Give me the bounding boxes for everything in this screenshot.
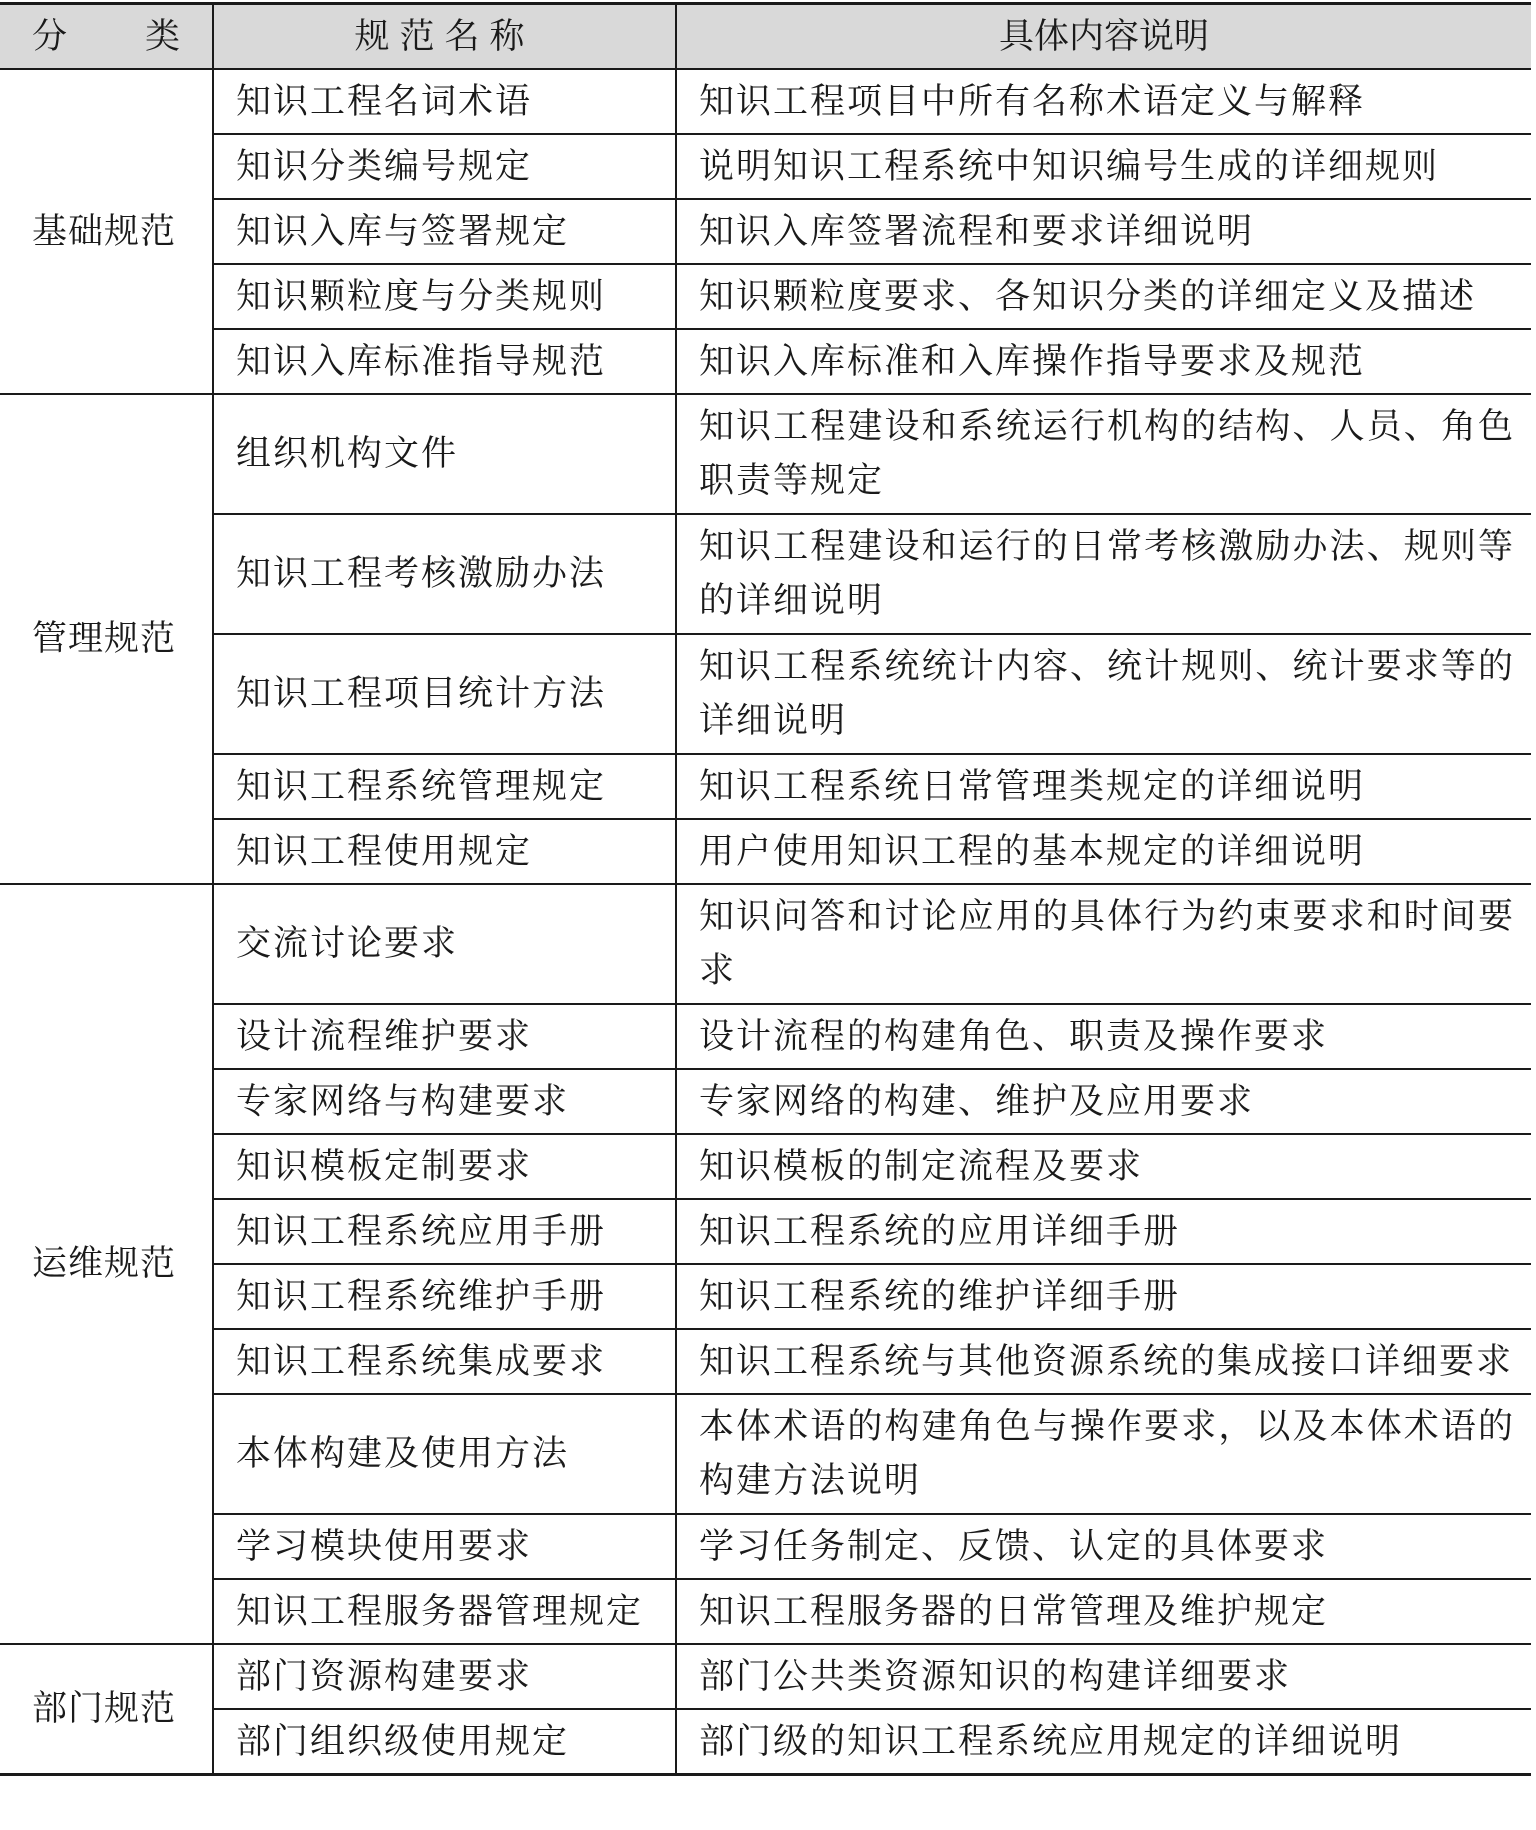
- spec-description-cell: [676, 819, 1531, 884]
- category-cell: 部门规范: [0, 1644, 213, 1775]
- table-row: [0, 1004, 1531, 1069]
- spec-name-cell: 专家网络与构建要求: [213, 1069, 676, 1134]
- spec-name-cell: 知识工程系统维护手册: [213, 1264, 676, 1329]
- spec-description-cell: [676, 1134, 1531, 1199]
- spec-name-cell: 知识分类编号规定: [213, 134, 676, 199]
- table-row: [0, 1199, 1531, 1264]
- spec-description-text: 知识工程项目中所有名称术语定义与解释: [699, 81, 1366, 122]
- spec-description-text: 知识工程系统日常管理类规定的详细说明: [699, 766, 1366, 807]
- spec-description-text: 知识工程系统的应用详细手册: [699, 1211, 1181, 1252]
- spec-name-cell: 知识工程名词术语: [213, 69, 676, 134]
- spec-description-text: 专家网络的构建、维护及应用要求: [699, 1081, 1255, 1122]
- spec-description-text: 知识问答和讨论应用的具体行为约束要求和时间要求: [699, 897, 1515, 991]
- category-cell: 管理规范: [0, 394, 213, 884]
- spec-description-text: 知识工程建设和系统运行机构的结构、人员、角色职责等规定: [699, 407, 1515, 501]
- table-row: [0, 69, 1531, 134]
- spec-name-cell: 设计流程维护要求: [213, 1004, 676, 1069]
- spec-name-cell: 知识工程系统集成要求: [213, 1329, 676, 1394]
- header-description: 具体内容说明: [676, 4, 1531, 70]
- spec-description-cell: [676, 134, 1531, 199]
- table-row: [0, 264, 1531, 329]
- table-row: [0, 884, 1531, 1004]
- spec-name-cell: 学习模块使用要求: [213, 1514, 676, 1579]
- spec-description-cell: [676, 754, 1531, 819]
- table-row: [0, 1644, 1531, 1709]
- spec-description-cell: [676, 1709, 1531, 1775]
- table-body: [0, 69, 1531, 1775]
- spec-description-text: 设计流程的构建角色、职责及操作要求: [699, 1016, 1329, 1057]
- spec-name-cell: 知识工程服务器管理规定: [213, 1579, 676, 1644]
- spec-description-cell: [676, 329, 1531, 394]
- spec-name-cell: 知识颗粒度与分类规则: [213, 264, 676, 329]
- specification-table: [0, 2, 1531, 1776]
- spec-name-cell: 知识工程使用规定: [213, 819, 676, 884]
- spec-name-cell: 知识入库标准指导规范: [213, 329, 676, 394]
- header-row: [0, 4, 1531, 70]
- spec-description-cell: [676, 264, 1531, 329]
- spec-description-cell: [676, 1264, 1531, 1329]
- spec-description-cell: [676, 394, 1531, 514]
- spec-description-text: 知识入库标准和入库操作指导要求及规范: [699, 341, 1366, 382]
- header-category: [0, 4, 213, 70]
- table-row: [0, 1264, 1531, 1329]
- spec-description-text: 部门公共类资源知识的构建详细要求: [699, 1656, 1292, 1697]
- spec-description-cell: [676, 1004, 1531, 1069]
- header-name: 规范名称: [213, 4, 676, 70]
- spec-description-cell: [676, 1199, 1531, 1264]
- spec-name-cell: 组织机构文件: [213, 394, 676, 514]
- spec-description-text: 说明知识工程系统中知识编号生成的详细规则: [699, 146, 1440, 187]
- spec-description-text: 学习任务制定、反馈、认定的具体要求: [699, 1526, 1329, 1567]
- table-row: [0, 1329, 1531, 1394]
- spec-description-text: 知识颗粒度要求、各知识分类的详细定义及描述: [699, 276, 1477, 317]
- table-row: [0, 199, 1531, 264]
- category-cell: 基础规范: [0, 69, 213, 394]
- table-row: [0, 329, 1531, 394]
- spec-description-cell: [676, 634, 1531, 754]
- spec-description-cell: [676, 1329, 1531, 1394]
- table-row: [0, 754, 1531, 819]
- table-row: [0, 134, 1531, 199]
- spec-name-cell: 交流讨论要求: [213, 884, 676, 1004]
- spec-description-text: 知识工程服务器的日常管理及维护规定: [699, 1591, 1329, 1632]
- table-row: [0, 1709, 1531, 1775]
- table-row: [0, 1579, 1531, 1644]
- spec-description-text: 知识工程系统统计内容、统计规则、统计要求等的详细说明: [699, 647, 1515, 741]
- header-category-char-1: 分: [32, 16, 68, 57]
- spec-description-cell: [676, 69, 1531, 134]
- spec-name-cell: 部门资源构建要求: [213, 1644, 676, 1709]
- table-header: [0, 4, 1531, 70]
- table-row: [0, 394, 1531, 514]
- spec-description-cell: [676, 1579, 1531, 1644]
- table-row: [0, 819, 1531, 884]
- spec-description-cell: [676, 1069, 1531, 1134]
- spec-description-cell: [676, 1644, 1531, 1709]
- spec-name-cell: 知识工程系统管理规定: [213, 754, 676, 819]
- spec-name-cell: 知识模板定制要求: [213, 1134, 676, 1199]
- spec-description-text: 用户使用知识工程的基本规定的详细说明: [699, 831, 1366, 872]
- spec-description-cell: [676, 514, 1531, 634]
- spec-description-text: 本体术语的构建角色与操作要求，以及本体术语的构建方法说明: [699, 1407, 1515, 1501]
- spec-description-cell: [676, 1394, 1531, 1514]
- spec-description-text: 部门级的知识工程系统应用规定的详细说明: [699, 1721, 1403, 1762]
- spec-name-cell: 知识工程系统应用手册: [213, 1199, 676, 1264]
- spec-description-text: 知识工程系统的维护详细手册: [699, 1276, 1181, 1317]
- category-cell: 运维规范: [0, 884, 213, 1644]
- spec-description-text: 知识入库签署流程和要求详细说明: [699, 211, 1255, 252]
- header-category-char-2: 类: [144, 16, 180, 57]
- spec-name-cell: 本体构建及使用方法: [213, 1394, 676, 1514]
- table-row: [0, 634, 1531, 754]
- spec-name-cell: 部门组织级使用规定: [213, 1709, 676, 1775]
- spec-name-cell: 知识工程项目统计方法: [213, 634, 676, 754]
- table-row: [0, 1514, 1531, 1579]
- table-row: [0, 1394, 1531, 1514]
- spec-description-cell: [676, 199, 1531, 264]
- spec-description-text: 知识工程建设和运行的日常考核激励办法、规则等的详细说明: [699, 527, 1515, 621]
- spec-description-cell: [676, 884, 1531, 1004]
- spec-description-text: 知识工程系统与其他资源系统的集成接口详细要求: [699, 1341, 1514, 1382]
- spec-description-cell: [676, 1514, 1531, 1579]
- table-row: [0, 1069, 1531, 1134]
- table-row: [0, 514, 1531, 634]
- spec-name-cell: 知识工程考核激励办法: [213, 514, 676, 634]
- spec-name-cell: 知识入库与签署规定: [213, 199, 676, 264]
- table-row: [0, 1134, 1531, 1199]
- spec-description-text: 知识模板的制定流程及要求: [699, 1146, 1144, 1187]
